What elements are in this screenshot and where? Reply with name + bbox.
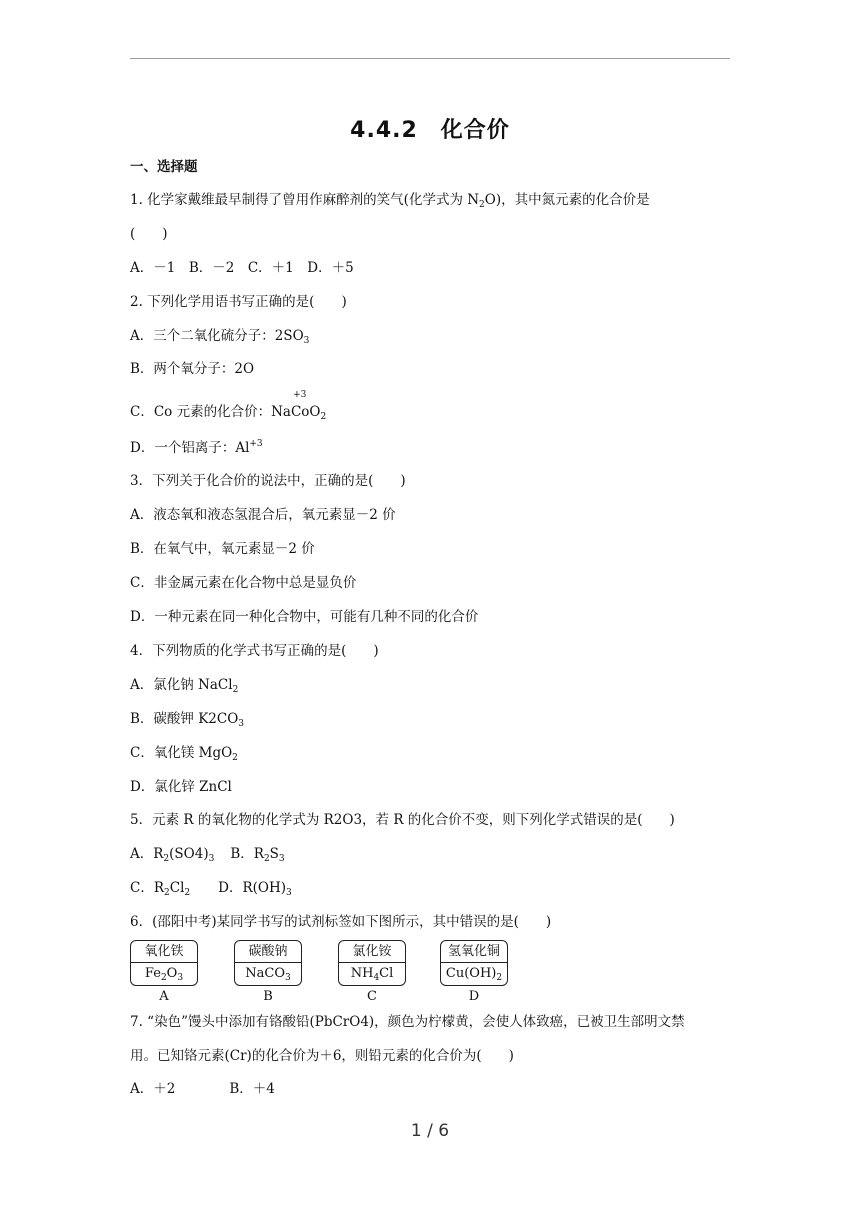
valence-formula: +3 NaCoO$_2$	[271, 390, 327, 422]
question-4-option-b: B．碳酸钾 $K2CO_3$	[130, 711, 245, 729]
reagent-label-c	[338, 940, 406, 1004]
label-letter: B	[263, 989, 273, 1004]
reagent-labels	[130, 940, 530, 1010]
label-name: 氢氧化铜	[441, 941, 507, 963]
label-name: 氧化铁	[131, 941, 197, 963]
question-1-stem: 1. 化学家戴维最早制得了曾用作麻醉剂的笑气(化学式为 $N_2O$)，其中氮元素的化合价是	[130, 192, 650, 210]
question-3-option-d: D．一种元素在同一种化合物中，可能有几种不同的化合价	[130, 609, 479, 625]
question-2-stem: 2. 下列化学用语书写正确的是( )	[130, 294, 347, 310]
reagent-label-d	[440, 940, 508, 1004]
label-box	[440, 940, 508, 986]
question-2-option-a: A．三个二氧化硫分子：$2SO_3$	[130, 328, 310, 346]
page-number: 1 / 6	[410, 1121, 450, 1141]
question-1-paren: ( )	[130, 226, 168, 242]
question-4-option-a: A．氯化钠 NaCl$_2$	[130, 677, 239, 695]
label-formula: $NH_4Cl$	[350, 966, 394, 983]
label-formula: $Cu(OH)_2$	[445, 966, 503, 983]
question-4-option-c: C．氧化镁 MgO$_2$	[130, 745, 238, 763]
question-6-stem: 6．(邵阳中考)某同学书写的试剂标签如下图所示，其中错误的是( )	[130, 914, 552, 930]
question-4-stem: 4．下列物质的化学式书写正确的是( )	[130, 643, 379, 659]
label-name: 氯化铵	[339, 941, 405, 963]
question-3-option-b: B．在氧气中，氧元素显－2 价	[130, 541, 315, 557]
question-3-stem: 3．下列关于化合价的说法中，正确的是( )	[130, 473, 406, 489]
question-2-option-b: B．两个氧分子：2O	[130, 361, 255, 377]
question-2-option-c: C．Co 元素的化合价： +3 NaCoO$_2$	[130, 390, 327, 422]
header-rule	[130, 58, 730, 59]
question-7-stem-line1: 7. “染色”馒头中添加有铬酸铅(PbCrO4)，颜色为柠檬黄，会使人体致癌，已被卫生部明文禁	[130, 1014, 685, 1030]
question-2-option-d: D．一个铝离子：$Al^{+3}$	[130, 439, 263, 456]
question-5-stem: 5．元素 R 的氧化物的化学式为 R2O3，若 R 的化合价不变，则下列化学式错误的是( )	[130, 812, 675, 828]
reagent-label-b	[234, 940, 302, 1004]
question-7-stem-line2: 用。已知铬元素(Cr)的化合价为＋6，则铅元素的化合价为( )	[130, 1048, 514, 1064]
reagent-label-a	[130, 940, 198, 1004]
label-formula: NaCO$_3$	[245, 966, 291, 983]
label-letter: C	[367, 989, 377, 1004]
question-3-option-a: A．液态氧和液态氢混合后，氧元素显－2 价	[130, 507, 396, 523]
question-3-option-c: C．非金属元素在化合物中总是显负价	[130, 575, 357, 591]
label-letter: A	[159, 989, 169, 1004]
label-box	[234, 940, 302, 986]
label-formula: $Fe_2O_3$	[144, 966, 184, 983]
label-letter: D	[468, 989, 480, 1004]
question-5-options-cd: C．$R_2Cl_2$ D．$R(OH)_3$	[130, 880, 292, 898]
label-box	[338, 940, 406, 986]
page-title: 4.4.2 化合价	[350, 118, 510, 143]
question-7-options: A．＋2 B．＋4	[130, 1081, 275, 1097]
question-5-options-ab: A．$R_2(SO4)_3$ B．$R_2S_3$	[130, 846, 285, 864]
question-4-option-d: D．氯化锌 ZnCl	[130, 779, 232, 795]
question-1-options: A．－1 B．－2 C．＋1 D．＋5	[130, 260, 354, 276]
label-name: 碳酸钠	[235, 941, 301, 963]
label-box	[130, 940, 198, 986]
section-heading: 一、选择题	[130, 159, 198, 175]
